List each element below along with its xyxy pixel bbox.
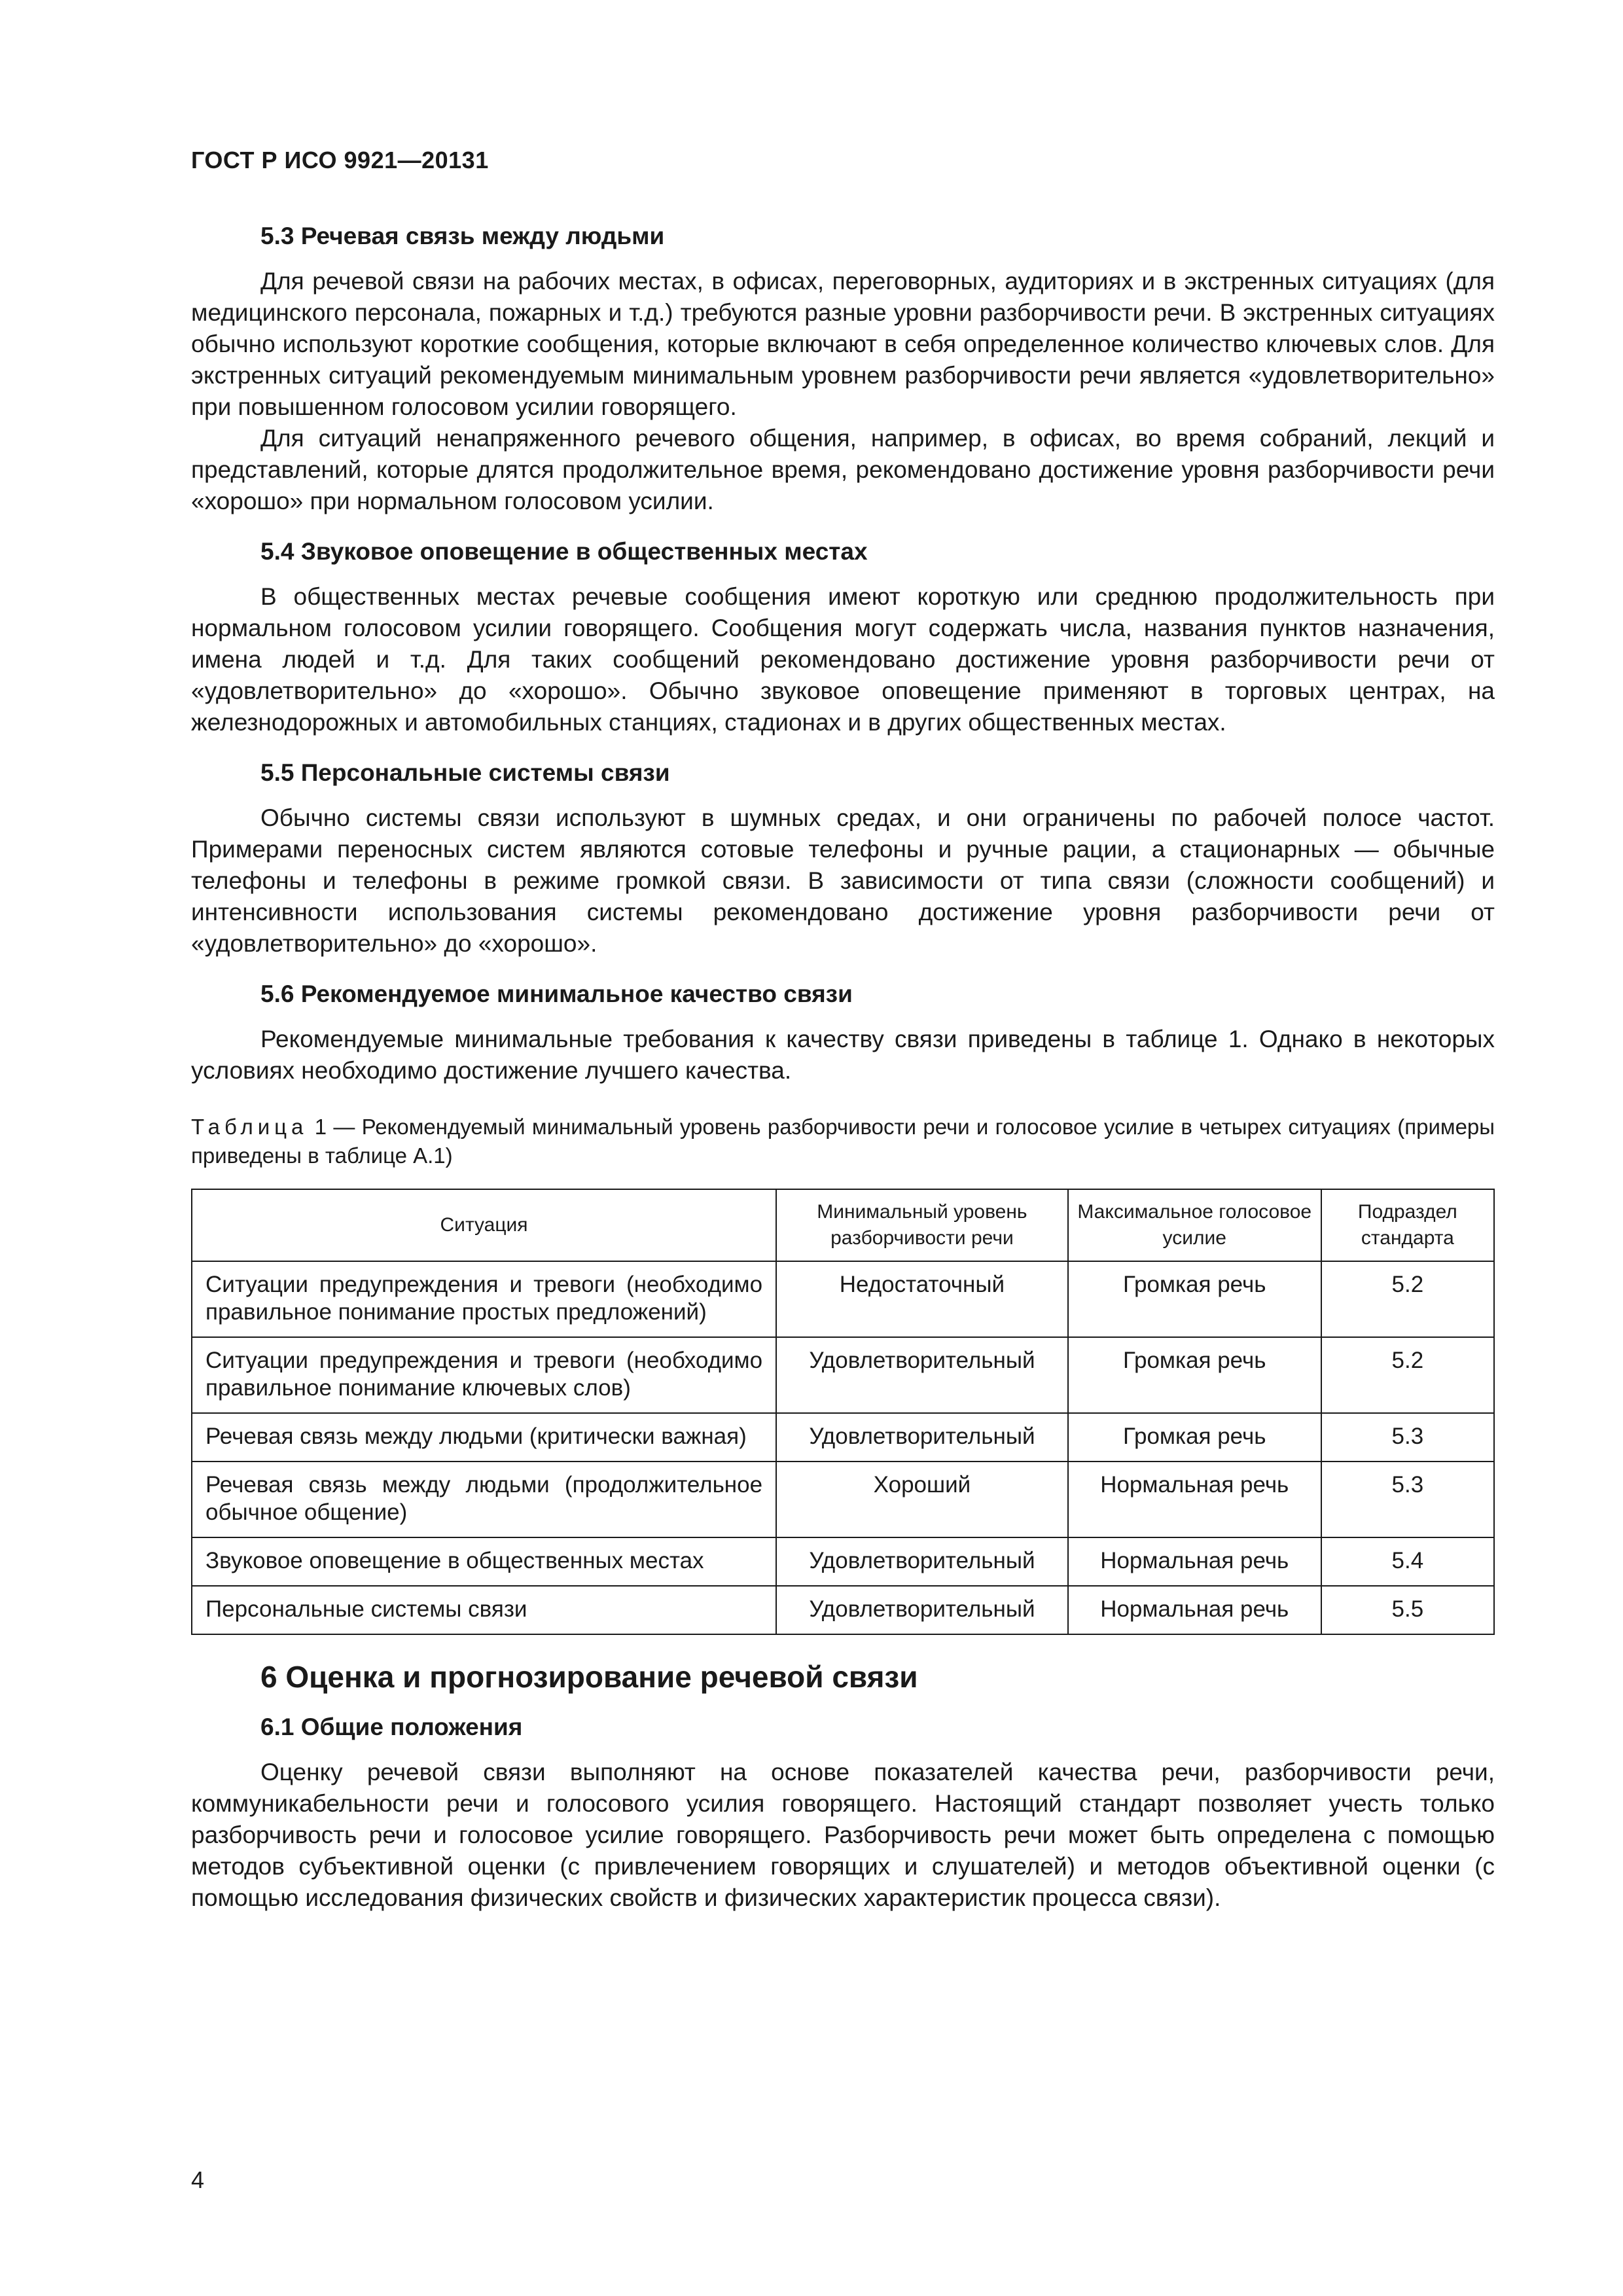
section-heading: 5.4 Звуковое оповещение в общественных местах xyxy=(260,538,868,565)
section-heading: 5.5 Персональные системы связи xyxy=(260,759,670,786)
cell-subsection: 5.2 xyxy=(1321,1261,1494,1337)
section-5-6 xyxy=(191,979,1495,1086)
paragraph: Для речевой связи на рабочих местах, в офисах, переговорных, аудиториях и в экстренных ситуациях (для медицинского персонала, пожарных и т.д.) требуются разные уровни разборчивости речи. В экстренных ситуациях обычно используют короткие сообщения, которые включают в себя определенное количество ключевых слов. Для экстренных ситуаций рекомендуемым минимальным уровнем разборчивости речи является «удовлетворительно» при повышенном голосовом усилии говорящего. xyxy=(191,268,1495,420)
cell-situation: Речевая связь между людьми (продолжительное обычное общение) xyxy=(192,1462,776,1537)
table-caption-text: 1 — Рекомендуемый минимальный уровень разборчивости речи и голосовое усилие в четырех ситуациях (примеры приведены в таблице А.1) xyxy=(191,1115,1495,1168)
section-5-4 xyxy=(191,537,1495,738)
cell-situation: Ситуации предупреждения и тревоги (необходимо правильное понимание ключевых слов) xyxy=(192,1337,776,1413)
table-row xyxy=(192,1462,1494,1537)
table-row xyxy=(192,1261,1494,1337)
cell-level: Удовлетворительный xyxy=(776,1337,1068,1413)
paragraph: Для ситуаций ненапряженного речевого общения, например, в офисах, во время собраний, лекций и представлений, которые длятся продолжительное время, рекомендовано достижение уровня разборчивости речи «хорошо» при нормальном голосовом усилии. xyxy=(191,425,1495,514)
cell-subsection: 5.3 xyxy=(1321,1462,1494,1537)
cell-situation: Речевая связь между людьми (критически важная) xyxy=(192,1413,776,1462)
cell-level: Хороший xyxy=(776,1462,1068,1537)
cell-situation: Ситуации предупреждения и тревоги (необходимо правильное понимание простых предложений) xyxy=(192,1261,776,1337)
section-5-5 xyxy=(191,758,1495,960)
header-situation: Ситуация xyxy=(192,1189,776,1261)
table-header-row xyxy=(192,1189,1494,1261)
table-row xyxy=(192,1537,1494,1586)
section-6-title: 6 Оценка и прогнозирование речевой связи xyxy=(260,1660,918,1694)
paragraph: Оценку речевой связи выполняют на основе показателей качества речи, разборчивости речи, коммуникабельности речи и голосового усилия говорящего. Настоящий стандарт позволяет учесть только разборчивость речи и голосовое усилие говорящего. Разборчивость речи может быть определена с помощью методов субъективной оценки (с привлечением говорящих и слушателей) и методов объективной оценки (с помощью исследования физических свойств и физических характеристик процесса связи). xyxy=(191,1759,1495,1911)
cell-effort: Нормальная речь xyxy=(1068,1586,1321,1634)
cell-subsection: 5.5 xyxy=(1321,1586,1494,1634)
cell-effort: Нормальная речь xyxy=(1068,1537,1321,1586)
table-1 xyxy=(191,1189,1495,1635)
document-code: ГОСТ Р ИСО 9921—20131 xyxy=(191,147,489,173)
cell-situation: Звуковое оповещение в общественных местах xyxy=(192,1537,776,1586)
cell-subsection: 5.3 xyxy=(1321,1413,1494,1462)
header-subsection: Подраздел стандарта xyxy=(1321,1189,1494,1261)
cell-effort: Громкая речь xyxy=(1068,1261,1321,1337)
cell-effort: Громкая речь xyxy=(1068,1413,1321,1462)
paragraph: Обычно системы связи используют в шумных средах, и они ограничены по рабочей полосе частот. Примерами переносных систем являются сотовые телефоны и ручные рации, а стационарных — обычные телефоны и телефоны в режиме громкой связи. В зависимости от типа связи (сложности сообщений) и интенсивности использования системы рекомендовано достижение уровня разборчивости речи от «удовлетворительно» до «хорошо». xyxy=(191,804,1495,957)
paragraph: Рекомендуемые минимальные требования к качеству связи приведены в таблице 1. Однако в некоторых условиях необходимо достижение лучшего качества. xyxy=(191,1026,1495,1084)
header-min-intelligibility: Минимальный уровень разборчивости речи xyxy=(776,1189,1068,1261)
section-6-1-heading: 6.1 Общие положения xyxy=(260,1713,523,1740)
cell-situation: Персональные системы связи xyxy=(192,1586,776,1634)
cell-subsection: 5.4 xyxy=(1321,1537,1494,1586)
table-row xyxy=(192,1337,1494,1413)
paragraph: В общественных местах речевые сообщения имеют короткую или среднюю продолжительность при нормальном голосовом усилии говорящего. Сообщения могут содержать числа, названия пунктов назначения, имена людей и т.д. Для таких сообщений рекомендовано достижение уровня разборчивости речи от «удовлетворительно» до «хорошо». Обычно звуковое оповещение применяют в торговых центрах, на железнодорожных и автомобильных станциях, стадионах и в других общественных местах. xyxy=(191,583,1495,736)
cell-level: Удовлетворительный xyxy=(776,1413,1068,1462)
table-caption xyxy=(191,1113,1495,1170)
table-caption-label: Таблица xyxy=(191,1115,308,1139)
cell-level: Удовлетворительный xyxy=(776,1537,1068,1586)
section-5-3 xyxy=(191,221,1495,517)
table-row xyxy=(192,1413,1494,1462)
cell-effort: Громкая речь xyxy=(1068,1337,1321,1413)
document-body xyxy=(191,221,1495,1914)
page-number: 4 xyxy=(191,2166,205,2193)
cell-level: Удовлетворительный xyxy=(776,1586,1068,1634)
table-row xyxy=(192,1586,1494,1634)
header-max-vocal-effort: Максимальное голосовое усилие xyxy=(1068,1189,1321,1261)
section-heading: 5.3 Речевая связь между людьми xyxy=(260,223,665,249)
cell-subsection: 5.2 xyxy=(1321,1337,1494,1413)
cell-level: Недостаточный xyxy=(776,1261,1068,1337)
section-heading: 5.6 Рекомендуемое минимальное качество связи xyxy=(260,980,853,1007)
cell-effort: Нормальная речь xyxy=(1068,1462,1321,1537)
